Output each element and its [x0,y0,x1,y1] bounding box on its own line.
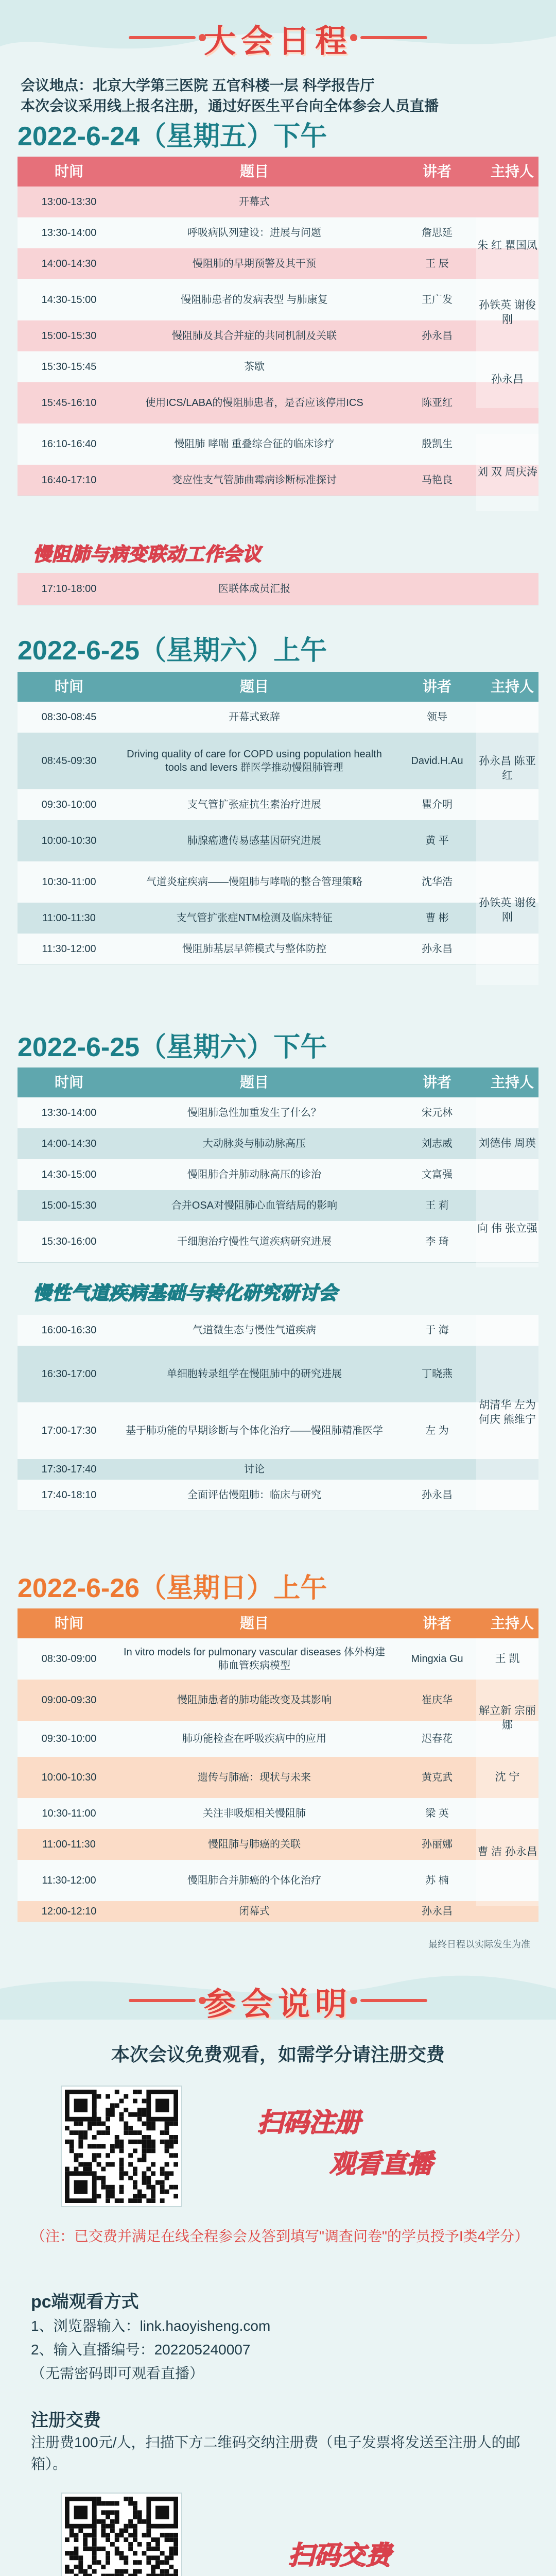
row-time: 11:30-12:00 [42,943,96,955]
row-topic: 肺功能检查在呼吸疾病中的应用 [182,1733,326,1744]
row-time: 16:10-16:40 [41,438,97,450]
row-time: 09:00-09:30 [41,1694,97,1706]
registration-title: 参会说明 [203,1985,352,2023]
table-row [18,351,538,383]
row-speaker: 于 海 [425,1325,449,1336]
row-speaker: 孙永昌 [422,1489,453,1501]
row-topic: 慢阻肺 哮喘 重叠综合征的临床诊疗 [174,438,335,450]
row-time: 13:00-13:30 [41,196,97,208]
row-speaker [388,351,486,382]
row-time: 11:00-11:30 [42,912,96,924]
day1-chair-d: 刘 双 周庆涛 [476,434,538,511]
pc-title: pc端观看方式 [31,2292,139,2312]
day3am-chair-b: 解立新 宗丽娜 [476,1680,538,1757]
row-topic: 气道微生态与慢性气道疾病 [193,1325,316,1336]
schedule-note: 最终日程以实际发生为准 [428,1939,530,1950]
row-time: 15:45-16:10 [41,397,97,409]
row-speaker: 左 为 [425,1425,449,1436]
scan-watch-label: 观看直播 [329,2149,432,2178]
row-time: 10:00-10:30 [41,1772,97,1783]
pc-step-1: 1、浏览器输入：link.haoyisheng.com [31,2318,271,2334]
day1-table-header [18,157,538,187]
row-speaker: 迟春花 [422,1733,453,1744]
table-row [18,1680,538,1721]
row-time: 11:00-11:30 [42,1839,96,1850]
row-speaker [388,187,486,217]
row-topic: 慢阻肺的早期预警及其干预 [193,258,316,269]
registration-subtitle: 本次会议免费观看，如需学分请注册交费 [111,2044,445,2065]
row-topic: 气道炎症疾病——慢阻肺与哮喘的整合管理策略 [146,876,362,888]
day3am-chair-c: 沈 宁 [476,1757,538,1798]
pc-step-2: 2、输入直播编号：202205240007 [31,2342,251,2358]
table-row [18,1221,538,1263]
row-speaker: 丁晓燕 [422,1368,453,1380]
fee-title: 注册交费 [31,2411,101,2430]
row-time: 16:00-16:30 [41,1325,97,1336]
row-time: 14:30-15:00 [41,1169,97,1180]
row-topic: 慢阻肺与肺癌的关联 [208,1839,301,1850]
day3am-chair-a: 王 凯 [476,1638,538,1680]
day1-chair-b: 孙铁英 谢俊刚 [476,274,538,351]
row-topic: 慢阻肺及其合并症的共同机制及关联 [172,330,337,342]
row-speaker: 黄克武 [422,1772,453,1783]
qr-payment-icon [65,2497,178,2576]
row-topic: 使用ICS/LABA的慢阻肺患者，是否应该停用ICS [145,397,363,409]
row-speaker: 刘志威 [422,1138,453,1149]
day3am-title: 2022-6-26（星期日）上午 [18,1573,327,1603]
row-speaker: Mingxia Gu [411,1653,463,1665]
row-topic: 全面评估慢阻肺：临床与研究 [187,1489,321,1501]
page-title: 大会日程 [203,22,352,60]
table-row: 17:10-18:00 医联体成员汇报 [18,573,538,605]
scan-register-label: 扫码注册 [257,2108,360,2137]
table-row [18,423,538,465]
row-time: 14:30-15:00 [41,294,97,306]
row-speaker: 宋元林 [422,1107,453,1118]
table-row [18,1159,538,1191]
day1-sub-title: 慢阻肺与病变联动工作会议 [33,544,262,565]
table-row [18,1757,538,1799]
row-speaker: 沈华浩 [422,876,453,888]
table-row [18,1459,538,1480]
col-chair: 主持人 [490,163,534,179]
row-time: 08:45-09:30 [41,755,97,767]
table-row [18,934,538,965]
row-topic: 关注非吸烟相关慢阻肺 [203,1808,306,1819]
table-row [18,1480,538,1511]
col-time: 时间 [54,163,83,179]
col-topic: 题目 [239,163,269,179]
row-topic: 干细胞治疗慢性气道疾病研究进展 [177,1236,332,1247]
row-time: 10:30-11:00 [42,1808,96,1819]
row-speaker [388,1459,486,1480]
row-speaker: 王 辰 [425,258,449,269]
table-row [18,1721,538,1757]
row-time: 10:00-10:30 [41,835,97,846]
row-topic: 大动脉炎与肺动脉高压 [203,1138,306,1149]
row-speaker: 瞿介明 [422,799,453,810]
table-row [18,789,538,821]
table-row [18,1798,538,1829]
table-row [18,1402,538,1460]
row-topic: 遗传与肺癌：现状与未来 [198,1772,311,1783]
row-speaker: 王 莉 [425,1200,449,1211]
row-topic: Driving quality of care for COPD using population health tools and levers 群医学推动慢阻肺管理 [127,749,382,773]
row-speaker: 曹 彬 [425,912,449,924]
day2am-chair-b: 孙铁英 谢俊刚 [476,836,538,985]
table-row [18,820,538,862]
qr-register-icon [65,2090,178,2203]
day2am-title: 2022-6-25（星期六）上午 [18,636,327,666]
row-time: 15:00-15:30 [41,1200,97,1211]
day2pm-sub-chair: 胡清华 左为 何庆 熊维宁 [476,1315,538,1511]
row-topic: In vitro models for pulmonary vascular diseases 体外构建肺血管疾病模型 [124,1647,385,1671]
row-speaker: 文富强 [422,1169,453,1180]
fee-text: 注册费100元/人，扫描下方二维码交纳注册费（电子发票将发送至注册人的邮箱）。 [31,2434,520,2472]
table-row [18,279,538,321]
table-row [18,187,538,218]
row-time: 13:30-14:00 [41,227,97,239]
row-time: 17:00-17:30 [41,1425,97,1436]
row-time: 14:00-14:30 [41,1138,97,1149]
row-topic: 慢阻肺患者的肺功能改变及其影响 [177,1694,332,1706]
row-speaker: 孙永昌 [422,330,453,342]
row-time: 17:40-18:10 [41,1489,97,1501]
col-speaker: 讲者 [422,163,451,179]
table-row [18,1638,538,1680]
day1-chair-a: 朱 红 瞿国凤 [476,217,538,274]
day2am-chair-a: 孙永昌 陈亚红 [476,702,538,836]
table-row [18,248,538,280]
table-row [18,320,538,352]
row-topic: 支气管扩张症NTM检测及临床特征 [176,912,333,924]
row-topic: 慢阻肺患者的发病表型 与肺康复 [181,294,328,306]
table-row [18,1097,538,1129]
payment-qr-code[interactable] [62,2494,181,2576]
row-speaker: 苏 楠 [425,1875,449,1886]
row-topic: 开幕式致辞 [229,711,280,723]
row-time: 15:30-15:45 [41,361,97,372]
row-topic: 讨论 [244,1464,265,1475]
row-topic: 闭幕式 [239,1906,270,1917]
scan-pay-label: 扫码交费 [288,2541,391,2570]
row-time: 16:30-17:00 [41,1368,97,1380]
row-speaker: 王广发 [422,294,453,306]
row-topic: 合并OSA对慢阻肺心血管结局的影响 [171,1200,338,1211]
broadcast-line: 本次会议采用线上报名注册，通过好医生平台向全体参会人员直播 [21,98,439,114]
row-topic: 慢阻肺基层早筛模式与整体防控 [182,943,326,955]
venue-line: 会议地点：北京大学第三医院 五官科楼一层 科学报告厅 [21,77,375,93]
row-time: 10:30-11:00 [42,876,96,888]
row-time: 16:40-17:10 [41,474,97,486]
row-time: 12:00-12:10 [41,1906,97,1917]
row-time: 08:30-08:45 [41,711,97,723]
row-speaker: David.H.Au [411,755,463,767]
table-row [18,861,538,903]
row-speaker: 梁 英 [425,1808,449,1819]
row-time: 14:00-14:30 [41,258,97,269]
row-topic: 变应性支气管肺曲霉病诊断标准探讨 [172,474,337,486]
row-topic: 呼吸病队列建设：进展与问题 [187,227,321,239]
table-row [18,1346,538,1403]
table-row [18,733,538,790]
pc-step-3: （无需密码即可观看直播） [31,2365,204,2381]
row-topic: 慢阻肺合并肺癌的个体化治疗 [187,1875,321,1886]
table-row [18,1860,538,1902]
day2pm-chair-b: 向 伟 张立强 [476,1190,538,1267]
day2pm-title: 2022-6-25（星期六）下午 [18,1032,327,1062]
credit-note: （注：已交费并满足在线全程参会及答到填写"调查问卷"的学员授予I类4学分） [31,2228,529,2244]
row-speaker: 马艳良 [422,474,453,486]
row-speaker: 殷凯生 [422,438,453,450]
table-row [18,903,538,934]
row-speaker: 孙丽娜 [422,1839,453,1850]
row-topic: 慢阻肺急性加重发生了什么？ [187,1107,321,1118]
row-speaker: 陈亚红 [422,397,453,409]
day3am-table-header: 时间 题目 讲者 主持人 [18,1608,538,1638]
row-topic: 单细胞转录组学在慢阻肺中的研究进展 [167,1368,342,1380]
row-topic: 慢阻肺合并肺动脉高压的诊治 [187,1169,321,1180]
row-topic: 基于肺功能的早期诊断与个体化治疗——慢阻肺精准医学 [126,1425,383,1436]
row-time: 08:30-09:00 [41,1653,97,1665]
row-speaker: 孙永昌 [422,1906,453,1917]
day2am-table-header: 时间 题目 讲者 主持人 [18,672,538,702]
row-speaker: 李 琦 [425,1236,449,1247]
row-time: 09:30-10:00 [41,1733,97,1744]
row-topic: 开幕式 [239,196,270,208]
row-speaker: 黄 平 [425,835,449,846]
row-topic: 肺腺癌遗传易感基因研究进展 [187,835,321,846]
row-speaker: 詹思延 [422,227,453,239]
row-time: 09:30-10:00 [41,799,97,810]
table-row [18,1190,538,1222]
row-time: 15:00-15:30 [41,330,97,342]
day1-chair-c: 孙永昌 [476,351,538,408]
table-row [18,702,538,733]
row-time: 13:30-14:00 [41,1107,97,1118]
row-time: 17:30-17:40 [41,1464,97,1475]
day2pm-table-header: 时间 题目 讲者 主持人 [18,1067,538,1097]
row-speaker: 孙永昌 [422,943,453,955]
table-row [18,465,538,496]
table-row [18,382,538,424]
row-speaker: 崔庆华 [422,1694,453,1706]
day2pm-sub-title: 慢性气道疾病基础与转化研究研讨会 [33,1282,338,1303]
table-row [18,1315,538,1346]
row-topic: 茶歇 [244,361,265,372]
day3am-chair-d: 曹 洁 孙永昌 [476,1798,538,1906]
table-row [18,1901,538,1922]
table-row [18,217,538,249]
day1-title: 2022-6-24（星期五）下午 [18,122,327,151]
day2pm-chair-a: 刘德伟 周瑛 [476,1097,538,1190]
table-row [18,1128,538,1160]
table-row [18,1829,538,1860]
row-time: 11:30-12:00 [42,1875,96,1886]
row-topic: 支气管扩张症抗生素治疗进展 [187,799,321,810]
row-time: 15:30-16:00 [41,1236,97,1247]
register-qr-code[interactable] [62,2087,181,2206]
row-speaker: 领导 [427,711,447,723]
